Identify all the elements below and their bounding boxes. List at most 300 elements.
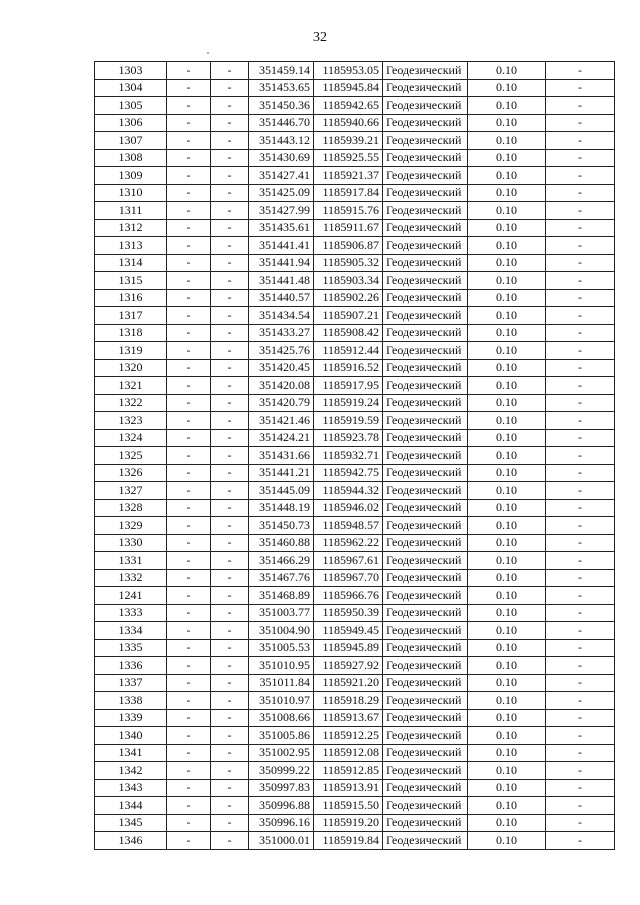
dash-cell: - xyxy=(167,79,211,97)
x-coordinate-cell: 351424.21 xyxy=(249,429,314,447)
note-cell: - xyxy=(546,814,615,832)
note-cell: - xyxy=(546,779,615,797)
table-row xyxy=(95,97,615,115)
method-cell: Геодезический xyxy=(383,219,468,237)
x-coordinate-cell: 351010.95 xyxy=(249,657,314,675)
y-coordinate-cell: 1185945.89 xyxy=(314,639,383,657)
dash-cell: - xyxy=(211,727,249,745)
table-row xyxy=(95,552,615,570)
note-cell: - xyxy=(546,744,615,762)
x-coordinate-cell: 351425.76 xyxy=(249,342,314,360)
x-coordinate-cell: 351467.76 xyxy=(249,569,314,587)
note-cell: - xyxy=(546,482,615,500)
accuracy-cell: 0.10 xyxy=(468,622,546,640)
method-cell: Геодезический xyxy=(383,657,468,675)
dash-cell: - xyxy=(211,709,249,727)
table-row xyxy=(95,324,615,342)
note-cell: - xyxy=(546,674,615,692)
table-row xyxy=(95,394,615,412)
point-number-cell: 1304 xyxy=(95,79,167,97)
method-cell: Геодезический xyxy=(383,779,468,797)
dash-cell: - xyxy=(167,237,211,255)
dash-cell: - xyxy=(167,779,211,797)
x-coordinate-cell: 350996.88 xyxy=(249,797,314,815)
note-cell: - xyxy=(546,569,615,587)
method-cell: Геодезический xyxy=(383,429,468,447)
table-row xyxy=(95,429,615,447)
dash-cell: - xyxy=(167,482,211,500)
y-coordinate-cell: 1185953.05 xyxy=(314,62,383,80)
y-coordinate-cell: 1185921.37 xyxy=(314,167,383,185)
accuracy-cell: 0.10 xyxy=(468,814,546,832)
method-cell: Геодезический xyxy=(383,674,468,692)
dash-cell: - xyxy=(211,132,249,150)
table-row xyxy=(95,377,615,395)
table-row xyxy=(95,832,615,850)
method-cell: Геодезический xyxy=(383,394,468,412)
x-coordinate-cell: 351441.41 xyxy=(249,237,314,255)
x-coordinate-cell: 351008.66 xyxy=(249,709,314,727)
dash-cell: - xyxy=(167,517,211,535)
point-number-cell: 1321 xyxy=(95,377,167,395)
table-row xyxy=(95,447,615,465)
point-number-cell: 1307 xyxy=(95,132,167,150)
x-coordinate-cell: 351446.70 xyxy=(249,114,314,132)
point-number-cell: 1319 xyxy=(95,342,167,360)
table-row xyxy=(95,272,615,290)
note-cell: - xyxy=(546,62,615,80)
dash-cell: - xyxy=(167,289,211,307)
dash-cell: - xyxy=(167,639,211,657)
table-row xyxy=(95,79,615,97)
y-coordinate-cell: 1185942.75 xyxy=(314,464,383,482)
y-coordinate-cell: 1185917.95 xyxy=(314,377,383,395)
y-coordinate-cell: 1185967.61 xyxy=(314,552,383,570)
table-row xyxy=(95,709,615,727)
table-row xyxy=(95,359,615,377)
point-number-cell: 1324 xyxy=(95,429,167,447)
x-coordinate-cell: 351005.53 xyxy=(249,639,314,657)
note-cell: - xyxy=(546,237,615,255)
point-number-cell: 1316 xyxy=(95,289,167,307)
accuracy-cell: 0.10 xyxy=(468,464,546,482)
accuracy-cell: 0.10 xyxy=(468,219,546,237)
dash-cell: - xyxy=(211,447,249,465)
y-coordinate-cell: 1185942.65 xyxy=(314,97,383,115)
note-cell: - xyxy=(546,429,615,447)
method-cell: Геодезический xyxy=(383,237,468,255)
dash-cell: - xyxy=(167,534,211,552)
table-row xyxy=(95,692,615,710)
method-cell: Геодезический xyxy=(383,604,468,622)
dash-cell: - xyxy=(167,219,211,237)
table-row xyxy=(95,482,615,500)
dash-cell: - xyxy=(167,114,211,132)
x-coordinate-cell: 351002.95 xyxy=(249,744,314,762)
dash-cell: - xyxy=(211,499,249,517)
point-number-cell: 1320 xyxy=(95,359,167,377)
x-coordinate-cell: 351420.79 xyxy=(249,394,314,412)
method-cell: Геодезический xyxy=(383,499,468,517)
dash-cell: - xyxy=(211,779,249,797)
table-row xyxy=(95,114,615,132)
dash-cell: - xyxy=(211,184,249,202)
point-number-cell: 1314 xyxy=(95,254,167,272)
dash-cell: - xyxy=(167,149,211,167)
accuracy-cell: 0.10 xyxy=(468,394,546,412)
y-coordinate-cell: 1185915.76 xyxy=(314,202,383,220)
y-coordinate-cell: 1185967.70 xyxy=(314,569,383,587)
table-row xyxy=(95,464,615,482)
method-cell: Геодезический xyxy=(383,622,468,640)
accuracy-cell: 0.10 xyxy=(468,184,546,202)
table-row xyxy=(95,639,615,657)
x-coordinate-cell: 351433.27 xyxy=(249,324,314,342)
method-cell: Геодезический xyxy=(383,307,468,325)
note-cell: - xyxy=(546,412,615,430)
dash-cell: - xyxy=(167,132,211,150)
accuracy-cell: 0.10 xyxy=(468,132,546,150)
method-cell: Геодезический xyxy=(383,744,468,762)
y-coordinate-cell: 1185919.84 xyxy=(314,832,383,850)
table-row xyxy=(95,814,615,832)
table-row xyxy=(95,62,615,80)
accuracy-cell: 0.10 xyxy=(468,324,546,342)
point-number-cell: 1313 xyxy=(95,237,167,255)
x-coordinate-cell: 351425.09 xyxy=(249,184,314,202)
accuracy-cell: 0.10 xyxy=(468,709,546,727)
note-cell: - xyxy=(546,114,615,132)
method-cell: Геодезический xyxy=(383,289,468,307)
y-coordinate-cell: 1185939.21 xyxy=(314,132,383,150)
x-coordinate-cell: 351443.12 xyxy=(249,132,314,150)
table-row xyxy=(95,254,615,272)
y-coordinate-cell: 1185912.08 xyxy=(314,744,383,762)
x-coordinate-cell: 351000.01 xyxy=(249,832,314,850)
accuracy-cell: 0.10 xyxy=(468,377,546,395)
accuracy-cell: 0.10 xyxy=(468,97,546,115)
x-coordinate-cell: 350996.16 xyxy=(249,814,314,832)
dash-cell: - xyxy=(167,324,211,342)
dash-cell: - xyxy=(167,709,211,727)
method-cell: Геодезический xyxy=(383,482,468,500)
dash-cell: - xyxy=(211,657,249,675)
dash-cell: - xyxy=(211,254,249,272)
dash-cell: - xyxy=(167,569,211,587)
page-number: 32 xyxy=(313,30,327,45)
point-number-cell: 1327 xyxy=(95,482,167,500)
dash-cell: - xyxy=(211,342,249,360)
dash-cell: - xyxy=(211,272,249,290)
note-cell: - xyxy=(546,167,615,185)
dash-cell: - xyxy=(167,359,211,377)
point-number-cell: 1241 xyxy=(95,587,167,605)
point-number-cell: 1332 xyxy=(95,569,167,587)
x-coordinate-cell: 351441.94 xyxy=(249,254,314,272)
point-number-cell: 1311 xyxy=(95,202,167,220)
table-row xyxy=(95,184,615,202)
point-number-cell: 1335 xyxy=(95,639,167,657)
method-cell: Геодезический xyxy=(383,324,468,342)
table-row xyxy=(95,219,615,237)
note-cell: - xyxy=(546,534,615,552)
table-row xyxy=(95,534,615,552)
x-coordinate-cell: 351431.66 xyxy=(249,447,314,465)
note-cell: - xyxy=(546,604,615,622)
x-coordinate-cell: 351459.14 xyxy=(249,62,314,80)
dash-cell: - xyxy=(211,377,249,395)
accuracy-cell: 0.10 xyxy=(468,359,546,377)
table-row xyxy=(95,569,615,587)
accuracy-cell: 0.10 xyxy=(468,604,546,622)
note-cell: - xyxy=(546,342,615,360)
method-cell: Геодезический xyxy=(383,587,468,605)
dash-cell: - xyxy=(211,359,249,377)
table-row xyxy=(95,132,615,150)
accuracy-cell: 0.10 xyxy=(468,167,546,185)
note-cell: - xyxy=(546,184,615,202)
dash-cell: - xyxy=(167,412,211,430)
table-row xyxy=(95,587,615,605)
dash-cell: - xyxy=(211,307,249,325)
accuracy-cell: 0.10 xyxy=(468,797,546,815)
y-coordinate-cell: 1185966.76 xyxy=(314,587,383,605)
dash-cell: - xyxy=(167,622,211,640)
accuracy-cell: 0.10 xyxy=(468,114,546,132)
coordinates-table xyxy=(94,61,615,850)
point-number-cell: 1341 xyxy=(95,744,167,762)
note-cell: - xyxy=(546,289,615,307)
dash-cell: - xyxy=(167,744,211,762)
point-number-cell: 1336 xyxy=(95,657,167,675)
point-number-cell: 1346 xyxy=(95,832,167,850)
note-cell: - xyxy=(546,657,615,675)
dash-cell: - xyxy=(211,814,249,832)
note-cell: - xyxy=(546,97,615,115)
accuracy-cell: 0.10 xyxy=(468,429,546,447)
point-number-cell: 1318 xyxy=(95,324,167,342)
table-row xyxy=(95,412,615,430)
y-coordinate-cell: 1185932.71 xyxy=(314,447,383,465)
table-row xyxy=(95,499,615,517)
note-cell: - xyxy=(546,832,615,850)
table-row xyxy=(95,797,615,815)
dash-cell: - xyxy=(167,797,211,815)
x-coordinate-cell: 351420.08 xyxy=(249,377,314,395)
accuracy-cell: 0.10 xyxy=(468,762,546,780)
dash-cell: - xyxy=(167,62,211,80)
method-cell: Геодезический xyxy=(383,202,468,220)
x-coordinate-cell: 351441.21 xyxy=(249,464,314,482)
accuracy-cell: 0.10 xyxy=(468,744,546,762)
y-coordinate-cell: 1185946.02 xyxy=(314,499,383,517)
accuracy-cell: 0.10 xyxy=(468,307,546,325)
note-cell: - xyxy=(546,499,615,517)
dash-cell: - xyxy=(167,762,211,780)
dash-cell: - xyxy=(167,499,211,517)
point-number-cell: 1306 xyxy=(95,114,167,132)
note-cell: - xyxy=(546,517,615,535)
y-coordinate-cell: 1185927.92 xyxy=(314,657,383,675)
note-cell: - xyxy=(546,202,615,220)
method-cell: Геодезический xyxy=(383,184,468,202)
dash-cell: - xyxy=(167,307,211,325)
method-cell: Геодезический xyxy=(383,709,468,727)
note-cell: - xyxy=(546,447,615,465)
dash-cell: - xyxy=(211,622,249,640)
note-cell: - xyxy=(546,709,615,727)
dash-cell: - xyxy=(167,674,211,692)
x-coordinate-cell: 351430.69 xyxy=(249,149,314,167)
dash-cell: - xyxy=(167,604,211,622)
note-cell: - xyxy=(546,324,615,342)
accuracy-cell: 0.10 xyxy=(468,202,546,220)
accuracy-cell: 0.10 xyxy=(468,289,546,307)
dash-cell: - xyxy=(167,184,211,202)
note-cell: - xyxy=(546,394,615,412)
method-cell: Геодезический xyxy=(383,97,468,115)
y-coordinate-cell: 1185912.85 xyxy=(314,762,383,780)
point-number-cell: 1330 xyxy=(95,534,167,552)
dash-cell: - xyxy=(167,727,211,745)
point-number-cell: 1340 xyxy=(95,727,167,745)
y-coordinate-cell: 1185913.91 xyxy=(314,779,383,797)
y-coordinate-cell: 1185911.67 xyxy=(314,219,383,237)
dash-cell: - xyxy=(211,412,249,430)
accuracy-cell: 0.10 xyxy=(468,412,546,430)
point-number-cell: 1337 xyxy=(95,674,167,692)
y-coordinate-cell: 1185919.59 xyxy=(314,412,383,430)
point-number-cell: 1305 xyxy=(95,97,167,115)
dash-cell: - xyxy=(211,639,249,657)
y-coordinate-cell: 1185917.84 xyxy=(314,184,383,202)
dash-cell: - xyxy=(211,429,249,447)
note-cell: - xyxy=(546,622,615,640)
x-coordinate-cell: 351010.97 xyxy=(249,692,314,710)
method-cell: Геодезический xyxy=(383,79,468,97)
dash-cell: - xyxy=(167,587,211,605)
accuracy-cell: 0.10 xyxy=(468,272,546,290)
table-row xyxy=(95,762,615,780)
note-cell: - xyxy=(546,254,615,272)
x-coordinate-cell: 351445.09 xyxy=(249,482,314,500)
point-number-cell: 1328 xyxy=(95,499,167,517)
method-cell: Геодезический xyxy=(383,377,468,395)
dash-cell: - xyxy=(211,534,249,552)
dash-cell: - xyxy=(167,394,211,412)
x-coordinate-cell: 351011.84 xyxy=(249,674,314,692)
point-number-cell: 1312 xyxy=(95,219,167,237)
accuracy-cell: 0.10 xyxy=(468,62,546,80)
method-cell: Геодезический xyxy=(383,132,468,150)
y-coordinate-cell: 1185907.21 xyxy=(314,307,383,325)
x-coordinate-cell: 351004.90 xyxy=(249,622,314,640)
point-number-cell: 1325 xyxy=(95,447,167,465)
point-number-cell: 1343 xyxy=(95,779,167,797)
table-row xyxy=(95,202,615,220)
y-coordinate-cell: 1185950.39 xyxy=(314,604,383,622)
method-cell: Геодезический xyxy=(383,832,468,850)
dash-cell: - xyxy=(167,342,211,360)
x-coordinate-cell: 351434.54 xyxy=(249,307,314,325)
dash-cell: - xyxy=(167,377,211,395)
note-cell: - xyxy=(546,149,615,167)
note-cell: - xyxy=(546,692,615,710)
y-coordinate-cell: 1185915.50 xyxy=(314,797,383,815)
method-cell: Геодезический xyxy=(383,254,468,272)
x-coordinate-cell: 351003.77 xyxy=(249,604,314,622)
method-cell: Геодезический xyxy=(383,167,468,185)
y-coordinate-cell: 1185945.84 xyxy=(314,79,383,97)
dash-cell: - xyxy=(211,324,249,342)
x-coordinate-cell: 351427.41 xyxy=(249,167,314,185)
note-cell: - xyxy=(546,587,615,605)
dash-cell: - xyxy=(167,254,211,272)
dash-cell: - xyxy=(167,167,211,185)
table-row xyxy=(95,289,615,307)
y-coordinate-cell: 1185912.25 xyxy=(314,727,383,745)
point-number-cell: 1334 xyxy=(95,622,167,640)
note-cell: - xyxy=(546,272,615,290)
table-row xyxy=(95,237,615,255)
dash-cell: - xyxy=(211,394,249,412)
accuracy-cell: 0.10 xyxy=(468,79,546,97)
table-row xyxy=(95,307,615,325)
y-coordinate-cell: 1185903.34 xyxy=(314,272,383,290)
dash-cell: - xyxy=(211,692,249,710)
method-cell: Геодезический xyxy=(383,692,468,710)
x-coordinate-cell: 351468.89 xyxy=(249,587,314,605)
accuracy-cell: 0.10 xyxy=(468,517,546,535)
dash-cell: - xyxy=(211,149,249,167)
note-cell: - xyxy=(546,307,615,325)
point-number-cell: 1308 xyxy=(95,149,167,167)
x-coordinate-cell: 351420.45 xyxy=(249,359,314,377)
x-coordinate-cell: 350999.22 xyxy=(249,762,314,780)
note-cell: - xyxy=(546,79,615,97)
point-number-cell: 1338 xyxy=(95,692,167,710)
dash-cell: - xyxy=(211,219,249,237)
accuracy-cell: 0.10 xyxy=(468,832,546,850)
point-number-cell: 1339 xyxy=(95,709,167,727)
point-number-cell: 1342 xyxy=(95,762,167,780)
method-cell: Геодезический xyxy=(383,149,468,167)
note-cell: - xyxy=(546,359,615,377)
x-coordinate-cell: 351448.19 xyxy=(249,499,314,517)
y-coordinate-cell: 1185902.26 xyxy=(314,289,383,307)
accuracy-cell: 0.10 xyxy=(468,254,546,272)
dash-cell: - xyxy=(167,832,211,850)
dash-cell: - xyxy=(211,587,249,605)
note-cell: - xyxy=(546,377,615,395)
dash-cell: - xyxy=(211,797,249,815)
accuracy-cell: 0.10 xyxy=(468,692,546,710)
table-row xyxy=(95,657,615,675)
x-coordinate-cell: 351435.61 xyxy=(249,219,314,237)
method-cell: Геодезический xyxy=(383,552,468,570)
method-cell: Геодезический xyxy=(383,534,468,552)
y-coordinate-cell: 1185908.42 xyxy=(314,324,383,342)
method-cell: Геодезический xyxy=(383,114,468,132)
y-coordinate-cell: 1185906.87 xyxy=(314,237,383,255)
point-number-cell: 1303 xyxy=(95,62,167,80)
dash-cell: - xyxy=(211,79,249,97)
table-row xyxy=(95,727,615,745)
y-coordinate-cell: 1185913.67 xyxy=(314,709,383,727)
point-number-cell: 1345 xyxy=(95,814,167,832)
dash-cell: - xyxy=(211,62,249,80)
accuracy-cell: 0.10 xyxy=(468,552,546,570)
